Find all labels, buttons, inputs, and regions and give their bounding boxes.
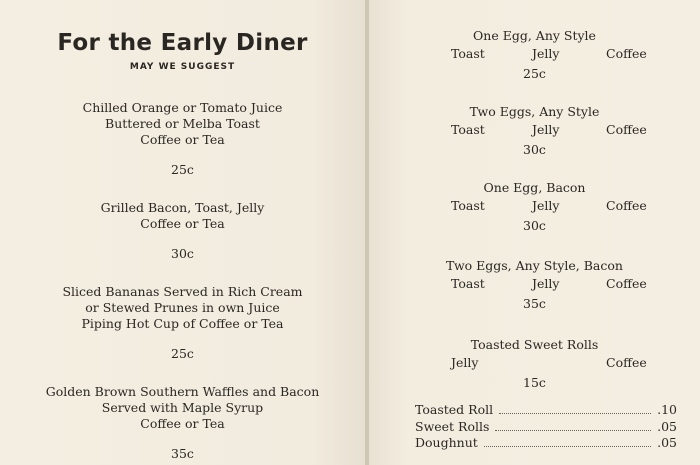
combo-side: Coffee [606,276,647,291]
combo-title: Toasted Sweet Rolls [470,337,599,352]
combo-sides [369,198,700,214]
list-item [415,435,677,452]
page-title: For the Early Diner [57,30,308,56]
menu-item [30,200,335,262]
combo-price: 25c [523,66,546,81]
combo-price: 30c [523,218,546,233]
subheading: MAY WE SUGGEST [129,62,236,72]
combo-item [369,337,700,391]
menu-item-line: Grilled Bacon, Toast, Jelly [100,200,265,215]
menu-item-price: 25c [171,346,194,361]
menu-item-line: Golden Brown Southern Waffles and Bacon [45,384,320,399]
combo-item [369,28,700,82]
combo-side: Coffee [606,198,647,213]
dot-leader [484,446,651,447]
a-la-carte-list [415,402,677,452]
list-item-price: .10 [657,402,677,417]
dot-leader [495,430,651,431]
combo-title: One Egg, Bacon [483,180,586,195]
combo-sides [369,122,700,138]
combo-side: Toast [451,122,485,137]
combo-sides [369,276,700,292]
combo-item [369,104,700,158]
list-item-price: .05 [657,418,677,434]
combo-price: 35c [523,296,546,311]
combo-side: Coffee [606,46,647,61]
combo-side: Jelly [532,276,560,291]
combo-title: One Egg, Any Style [473,28,596,43]
menu-item-price: 35c [171,446,194,461]
combo-side: Toast [451,198,485,213]
combo-side: Jelly [532,198,560,213]
combo-side: Jelly [532,46,560,61]
combo-side: Coffee [606,355,647,370]
combo-price: 30c [523,142,546,157]
right-menu-page [369,0,700,465]
menu-item-line: or Stewed Prunes in own Juice [85,300,280,315]
combo-sides [369,355,700,371]
menu-item-line: Coffee or Tea [140,416,225,431]
combo-side: Coffee [606,122,647,137]
combo-item [369,180,700,234]
combo-side: Toast [451,46,485,61]
combo-price: 15c [523,375,546,390]
menu-item-price: 30c [171,246,194,261]
combo-title: Two Eggs, Any Style [469,104,600,119]
list-item-name: Doughnut [415,435,478,450]
combo-sides [369,46,700,62]
list-item [415,402,677,419]
combo-side: Toast [451,276,485,291]
list-item-name: Toasted Roll [415,402,494,417]
menu-item-price: 25c [171,162,194,177]
menu-item-line: Chilled Orange or Tomato Juice [82,100,283,115]
menu-item [30,100,335,178]
combo-side: Jelly [451,355,479,370]
menu-item [30,384,335,462]
menu-item-line: Piping Hot Cup of Coffee or Tea [81,316,284,331]
menu-item-line: Served with Maple Syrup [101,400,264,415]
menu-item-line: Sliced Bananas Served in Rich Cream [62,284,303,299]
menu-item-line: Coffee or Tea [140,216,225,231]
list-item-name: Sweet Rolls [415,418,490,434]
dot-leader [499,413,651,414]
combo-item [369,258,700,312]
list-item [415,419,677,436]
list-item-price: .05 [657,435,677,450]
menu-item [30,284,335,362]
combo-side: Jelly [532,122,560,137]
menu-item-line: Buttered or Melba Toast [105,116,260,131]
combo-title: Two Eggs, Any Style, Bacon [446,258,623,273]
menu-item-line: Coffee or Tea [140,132,225,147]
